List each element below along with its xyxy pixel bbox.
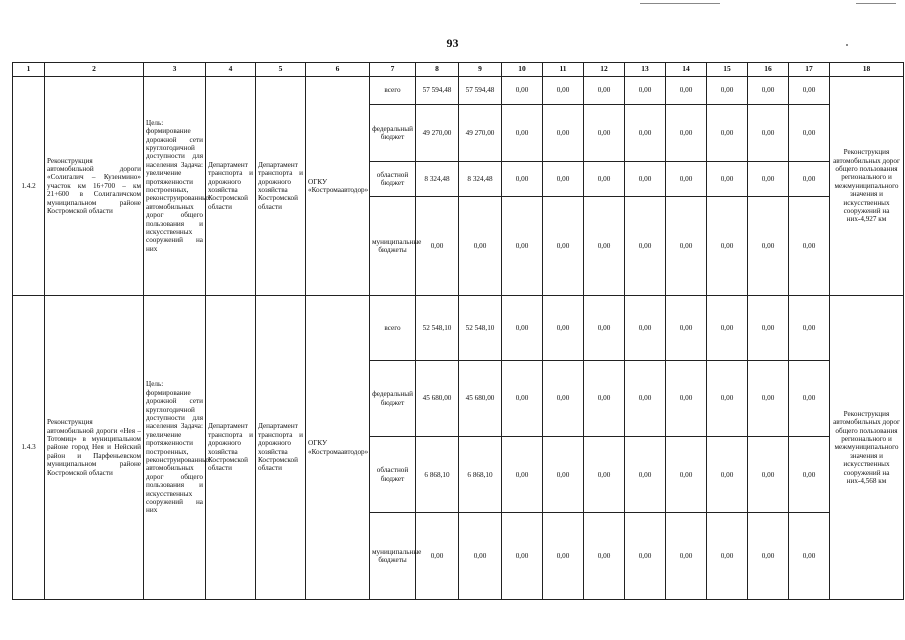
header-row	[13, 63, 904, 77]
column-number: 3	[144, 63, 206, 77]
amount-cell: 0,00	[789, 162, 830, 197]
amount-cell: 0,00	[543, 104, 584, 162]
amount-cell: 0,00	[543, 296, 584, 361]
amount-cell: 0,00	[584, 162, 625, 197]
funding-source: всего	[370, 296, 416, 361]
measure-name: Реконструкция автомобильной дороги «Солигалич – Кузенмино» участок км 16+700 – км 21+600 в Солигаличском муниципальном районе Костромской области	[45, 76, 144, 295]
amount-cell: 0,00	[502, 437, 543, 513]
measure-name: Реконструкция автомобильной дороги «Нея – Тотомиц» в муниципальном районе город Нея и Нейский район и Парфеньевском муниципальном районе Костромской области	[45, 296, 144, 600]
column-number: 18	[830, 63, 904, 77]
amount-cell: 0,00	[502, 76, 543, 104]
amount-cell: 0,00	[707, 104, 748, 162]
column-number: 14	[666, 63, 707, 77]
amount-cell: 0,00	[584, 513, 625, 600]
amount-cell: 0,00	[748, 296, 789, 361]
amount-cell: 0,00	[584, 104, 625, 162]
amount-cell: 0,00	[748, 360, 789, 436]
column-number: 1	[13, 63, 45, 77]
amount-cell: 0,00	[748, 104, 789, 162]
amount-cell: 6 868,10	[459, 437, 502, 513]
funding-source: муниципальные бюджеты	[370, 513, 416, 600]
amount-cell: 0,00	[625, 196, 666, 295]
amount-cell: 57 594,48	[459, 76, 502, 104]
amount-cell: 0,00	[789, 437, 830, 513]
column-number: 7	[370, 63, 416, 77]
column-number: 5	[256, 63, 306, 77]
funding-source: областной бюджет	[370, 162, 416, 197]
result-cell: Реконструкция автомобильных дорог общего пользования регионального и межмуниципального значения и искусственных сооружений на них-4,568 км	[830, 296, 904, 600]
amount-cell: 0,00	[748, 162, 789, 197]
executor-cell: ОГКУ «Костромаавтодор»	[306, 76, 370, 295]
column-number: 10	[502, 63, 543, 77]
amount-cell: 0,00	[748, 513, 789, 600]
amount-cell: 0,00	[543, 76, 584, 104]
amount-cell: 0,00	[625, 76, 666, 104]
column-number: 6	[306, 63, 370, 77]
amount-cell: 0,00	[666, 513, 707, 600]
row-id: 1.4.3	[13, 296, 45, 600]
amount-cell: 0,00	[584, 360, 625, 436]
row-id: 1.4.2	[13, 76, 45, 295]
amount-cell: 0,00	[459, 196, 502, 295]
program-table	[12, 62, 904, 600]
amount-cell: 0,00	[543, 437, 584, 513]
column-number: 17	[789, 63, 830, 77]
amount-cell: 8 324,48	[459, 162, 502, 197]
funding-source: федеральный бюджет	[370, 104, 416, 162]
amount-cell: 52 548,10	[459, 296, 502, 361]
amount-cell: 49 270,00	[459, 104, 502, 162]
amount-cell: 0,00	[584, 76, 625, 104]
amount-cell: 0,00	[459, 513, 502, 600]
column-number: 12	[584, 63, 625, 77]
page-number: 93	[446, 36, 459, 50]
scan-artifact-line	[640, 3, 720, 4]
funding-source: федеральный бюджет	[370, 360, 416, 436]
amount-cell: 52 548,10	[416, 296, 459, 361]
result-cell: Реконструкция автомобильных дорог общего пользования регионального и межмуниципального значения и искусственных сооружений на них-4,927 км	[830, 76, 904, 295]
amount-cell: 0,00	[748, 437, 789, 513]
amount-cell: 0,00	[502, 360, 543, 436]
amount-cell: 0,00	[625, 513, 666, 600]
amount-cell: 0,00	[789, 104, 830, 162]
amount-cell: 0,00	[625, 437, 666, 513]
amount-cell: 0,00	[666, 162, 707, 197]
funding-row	[13, 296, 904, 361]
amount-cell: 57 594,48	[416, 76, 459, 104]
amount-cell: 0,00	[789, 360, 830, 436]
column-number: 9	[459, 63, 502, 77]
column-number: 8	[416, 63, 459, 77]
executor-cell: Департамент транспорта и дорожного хозяйства Костромской области	[256, 296, 306, 600]
column-number: 13	[625, 63, 666, 77]
executor-cell: Департамент транспорта и дорожного хозяйства Костромской области	[256, 76, 306, 295]
column-number: 4	[206, 63, 256, 77]
amount-cell: 0,00	[707, 437, 748, 513]
amount-cell: 0,00	[502, 162, 543, 197]
amount-cell: 45 680,00	[416, 360, 459, 436]
executor-cell: ОГКУ «Костромаавтодор»	[306, 296, 370, 600]
funding-source: всего	[370, 76, 416, 104]
amount-cell: 0,00	[543, 360, 584, 436]
amount-cell: 0,00	[502, 296, 543, 361]
funding-source: муниципальные бюджеты	[370, 196, 416, 295]
amount-cell: 0,00	[502, 196, 543, 295]
amount-cell: 0,00	[666, 437, 707, 513]
column-number: 11	[543, 63, 584, 77]
amount-cell: 0,00	[707, 162, 748, 197]
amount-cell: 0,00	[666, 104, 707, 162]
amount-cell: 0,00	[502, 513, 543, 600]
amount-cell: 0,00	[707, 196, 748, 295]
goal-task: Цель: формирование дорожной сети круглогодичной доступности для населения Задача: увеличение протяженности построенных, реконструированных автомобильных дорог общего пользования и искусственных сооружений на них	[144, 296, 206, 600]
funding-source: областной бюджет	[370, 437, 416, 513]
funding-row	[13, 76, 904, 104]
executor-cell: Департамент транспорта и дорожного хозяйства Костромской области	[206, 296, 256, 600]
amount-cell: 0,00	[666, 196, 707, 295]
amount-cell: 0,00	[416, 513, 459, 600]
amount-cell: 0,00	[416, 196, 459, 295]
amount-cell: 6 868,10	[416, 437, 459, 513]
column-number: 15	[707, 63, 748, 77]
amount-cell: 0,00	[748, 76, 789, 104]
amount-cell: 0,00	[789, 76, 830, 104]
column-number: 16	[748, 63, 789, 77]
amount-cell: 0,00	[543, 513, 584, 600]
amount-cell: 0,00	[789, 296, 830, 361]
amount-cell: 0,00	[584, 437, 625, 513]
amount-cell: 0,00	[625, 360, 666, 436]
goal-task: Цель: формирование дорожной сети круглогодичной доступности для населения Задача: увеличение протяженности построенных, реконструированных автомобильных дорог общего пользования и искусственных сооружений на них	[144, 76, 206, 295]
column-number: 2	[45, 63, 144, 77]
amount-cell: 0,00	[707, 296, 748, 361]
amount-cell: 0,00	[625, 296, 666, 361]
amount-cell: 0,00	[707, 513, 748, 600]
amount-cell: 0,00	[707, 360, 748, 436]
amount-cell: 0,00	[748, 196, 789, 295]
amount-cell: 0,00	[543, 196, 584, 295]
amount-cell: 0,00	[543, 162, 584, 197]
amount-cell: 0,00	[666, 360, 707, 436]
amount-cell: 0,00	[625, 104, 666, 162]
amount-cell: 0,00	[707, 76, 748, 104]
amount-cell: 0,00	[789, 196, 830, 295]
amount-cell: 0,00	[666, 76, 707, 104]
amount-cell: 49 270,00	[416, 104, 459, 162]
amount-cell: 45 680,00	[459, 360, 502, 436]
amount-cell: 0,00	[666, 296, 707, 361]
amount-cell: 0,00	[584, 296, 625, 361]
amount-cell: 0,00	[584, 196, 625, 295]
scan-artifact-line	[856, 3, 896, 4]
executor-cell: Департамент транспорта и дорожного хозяйства Костромской области	[206, 76, 256, 295]
amount-cell: 0,00	[502, 104, 543, 162]
amount-cell: 8 324,48	[416, 162, 459, 197]
amount-cell: 0,00	[789, 513, 830, 600]
amount-cell: 0,00	[625, 162, 666, 197]
